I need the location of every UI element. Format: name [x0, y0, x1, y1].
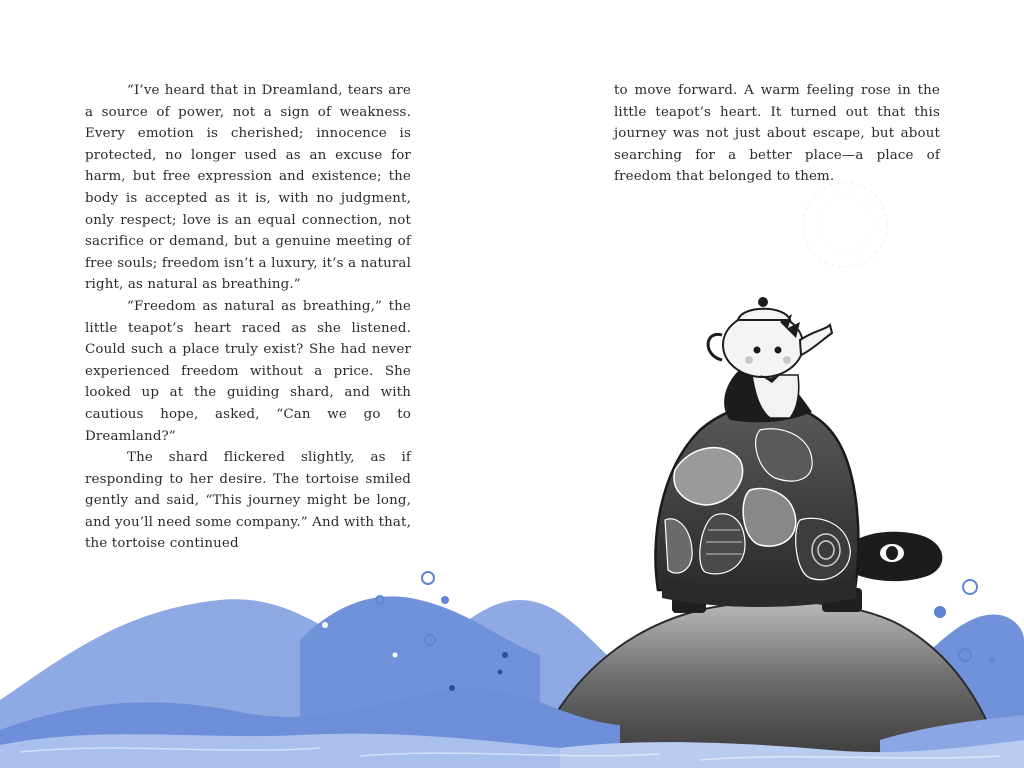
paragraph: “Freedom as natural as breathing,” the little teapot’s heart raced as she listened. Could such a place truly exist? She had never experienced freedom without a price. She looked up at the guiding shard, and with cautious hope, asked, “Can we go to Dreamland?” [85, 298, 411, 444]
paragraph: The shard flickered slightly, as if responding to her desire. The tortoise smiled gently and said, “This journey might be long, and you’ll need some company.” And with that, the tortoise continued [85, 450, 411, 552]
tortoise-shell [655, 404, 858, 607]
sky-sketch [803, 183, 887, 267]
paragraph: “I’ve heard that in Dreamland, tears are a source of power, not a sign of weakness. Every emotion is cherished; innocence is protected, no longer used as an excuse for harm, but free expression and existence; the body is accepted as it is, with no judgment, only respect; love is an equal connection, not sacrifice or demand, but a genuine meeting of free souls; freedom isn’t a luxury, it’s a natural right, as natural as breathing.” [85, 83, 411, 293]
teapot-character [708, 297, 832, 422]
right-page-text [614, 80, 940, 188]
left-page-text [85, 80, 411, 555]
paragraph: to move forward. A warm feeling rose in the little teapot’s heart. It turned out that this journey was not just about escape, but about searching for a better place—a place of freedom that belonged to them. [614, 83, 940, 185]
